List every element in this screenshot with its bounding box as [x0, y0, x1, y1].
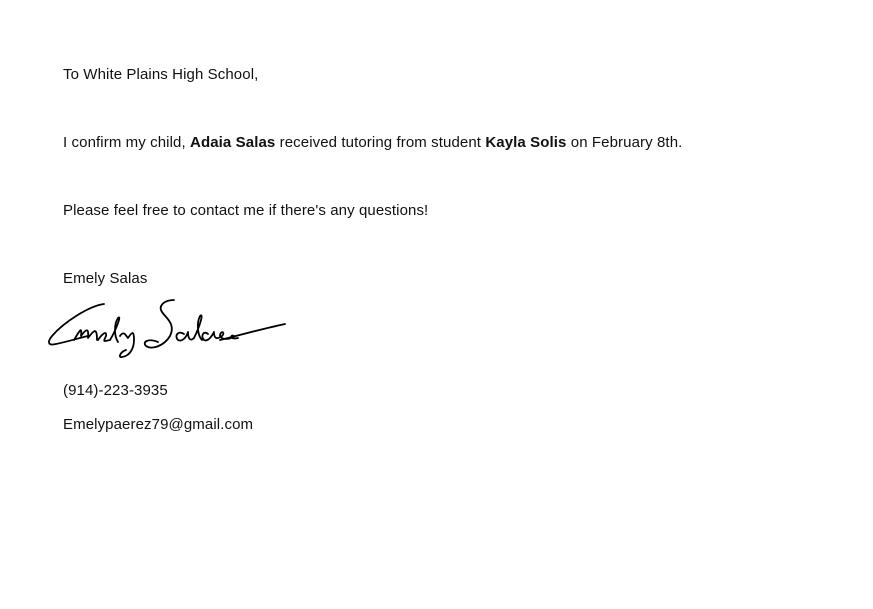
- handwritten-signature: [44, 296, 290, 362]
- confirmation-prefix: I confirm my child,: [63, 134, 191, 151]
- child-name: Adaia Salas: [190, 134, 276, 151]
- tutor-name: Kayla Solis: [485, 134, 567, 151]
- confirmation-middle: received tutoring from student: [275, 134, 486, 151]
- signer-name: Emely Salas: [63, 270, 148, 287]
- confirmation-line: [63, 134, 682, 152]
- contact-note: Please feel free to contact me if there's any questions!: [63, 202, 429, 219]
- phone-number: (914)-223-3935: [63, 382, 168, 399]
- greeting-line: To White Plains High School,: [63, 66, 259, 83]
- email-address: Emelypaerez79@gmail.com: [63, 416, 254, 433]
- confirmation-suffix: on February 8th.: [566, 134, 683, 151]
